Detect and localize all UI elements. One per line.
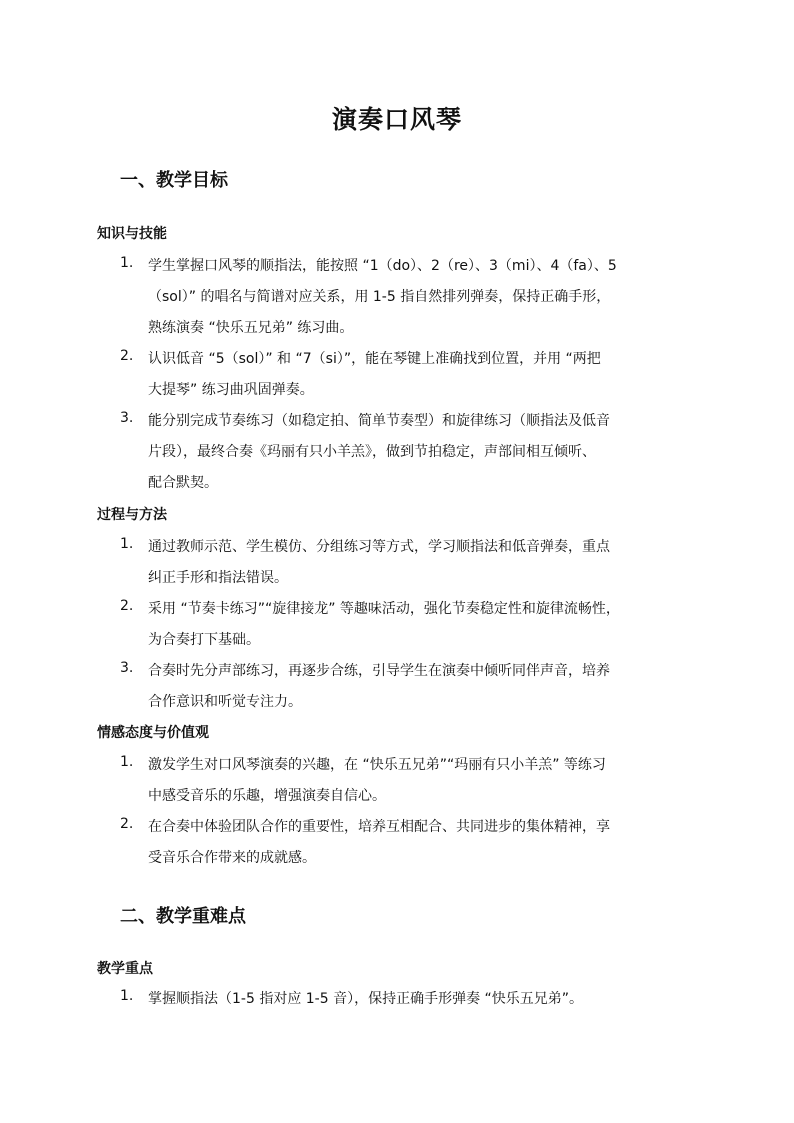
item-number: 2.	[120, 598, 134, 614]
item-line: 合奏时先分声部练习，再逐步合练，引导学生在演奏中倾听同伴声音，培养	[148, 663, 610, 679]
group-label-knowledge-skills: 知识与技能	[97, 226, 167, 242]
item-line: 合作意识和听觉专注力。	[148, 694, 302, 710]
item-number: 3.	[120, 660, 134, 676]
item-number: 2.	[120, 816, 134, 832]
group-label-process-methods: 过程与方法	[97, 507, 167, 523]
item-line: 大提琴” 练习曲巩固弹奏。	[148, 382, 314, 398]
item-line: 受音乐合作带来的成就感。	[148, 850, 316, 866]
item-line: 激发学生对口风琴演奏的兴趣，在 “快乐五兄弟”“玛丽有只小羊羔” 等练习	[148, 757, 606, 773]
item-line: 通过教师示范、学生模仿、分组练习等方式，学习顺指法和低音弹奏，重点	[148, 539, 610, 555]
item-line: 学生掌握口风琴的顺指法，能按照 “1（do）、2（re）、3（mi）、4（fa）、5	[148, 258, 617, 274]
item-line: 中感受音乐的乐趣，增强演奏自信心。	[148, 788, 386, 804]
item-line: 配合默契。	[148, 475, 218, 491]
document-title: 演奏口风琴	[331, 105, 462, 134]
item-line: 采用 “节奏卡练习”“旋律接龙” 等趣味活动，强化节奏稳定性和旋律流畅性，	[148, 601, 620, 617]
item-line: 能分别完成节奏练习（如稳定拍、简单节奏型）和旋律练习（顺指法及低音	[148, 413, 610, 429]
group-label-emotion-values: 情感态度与价值观	[97, 725, 209, 741]
item-line: 片段），最终合奏《玛丽有只小羊羔》，做到节拍稳定，声部间相互倾听、	[148, 444, 596, 460]
item-number: 1.	[120, 754, 134, 770]
item-line: 在合奏中体验团队合作的重要性，培养互相配合、共同进步的集体精神，享	[148, 819, 610, 835]
item-number: 1.	[120, 988, 134, 1004]
item-line: 认识低音 “5（sol）” 和 “7（si）”，能在琴键上准确找到位置，并用 “两把	[148, 351, 601, 367]
item-number: 2.	[120, 348, 134, 364]
item-line: 为合奏打下基础。	[148, 632, 260, 648]
item-number: 3.	[120, 410, 134, 426]
item-line: 掌握顺指法（1-5 指对应 1-5 音），保持正确手形弹奏 “快乐五兄弟”。	[148, 991, 584, 1007]
section-heading-key-difficulties: 二、教学重难点	[120, 906, 246, 927]
item-line: （sol）” 的唱名与简谱对应关系，用 1-5 指自然排列弹奏，保持正确手形，	[148, 289, 611, 305]
item-number: 1.	[120, 255, 134, 271]
section-heading-teaching-objectives: 一、教学目标	[120, 170, 228, 191]
group-label-teaching-focus: 教学重点	[97, 961, 153, 977]
item-line: 纠正手形和指法错误。	[148, 570, 288, 586]
item-line: 熟练演奏 “快乐五兄弟” 练习曲。	[148, 320, 354, 336]
item-number: 1.	[120, 536, 134, 552]
